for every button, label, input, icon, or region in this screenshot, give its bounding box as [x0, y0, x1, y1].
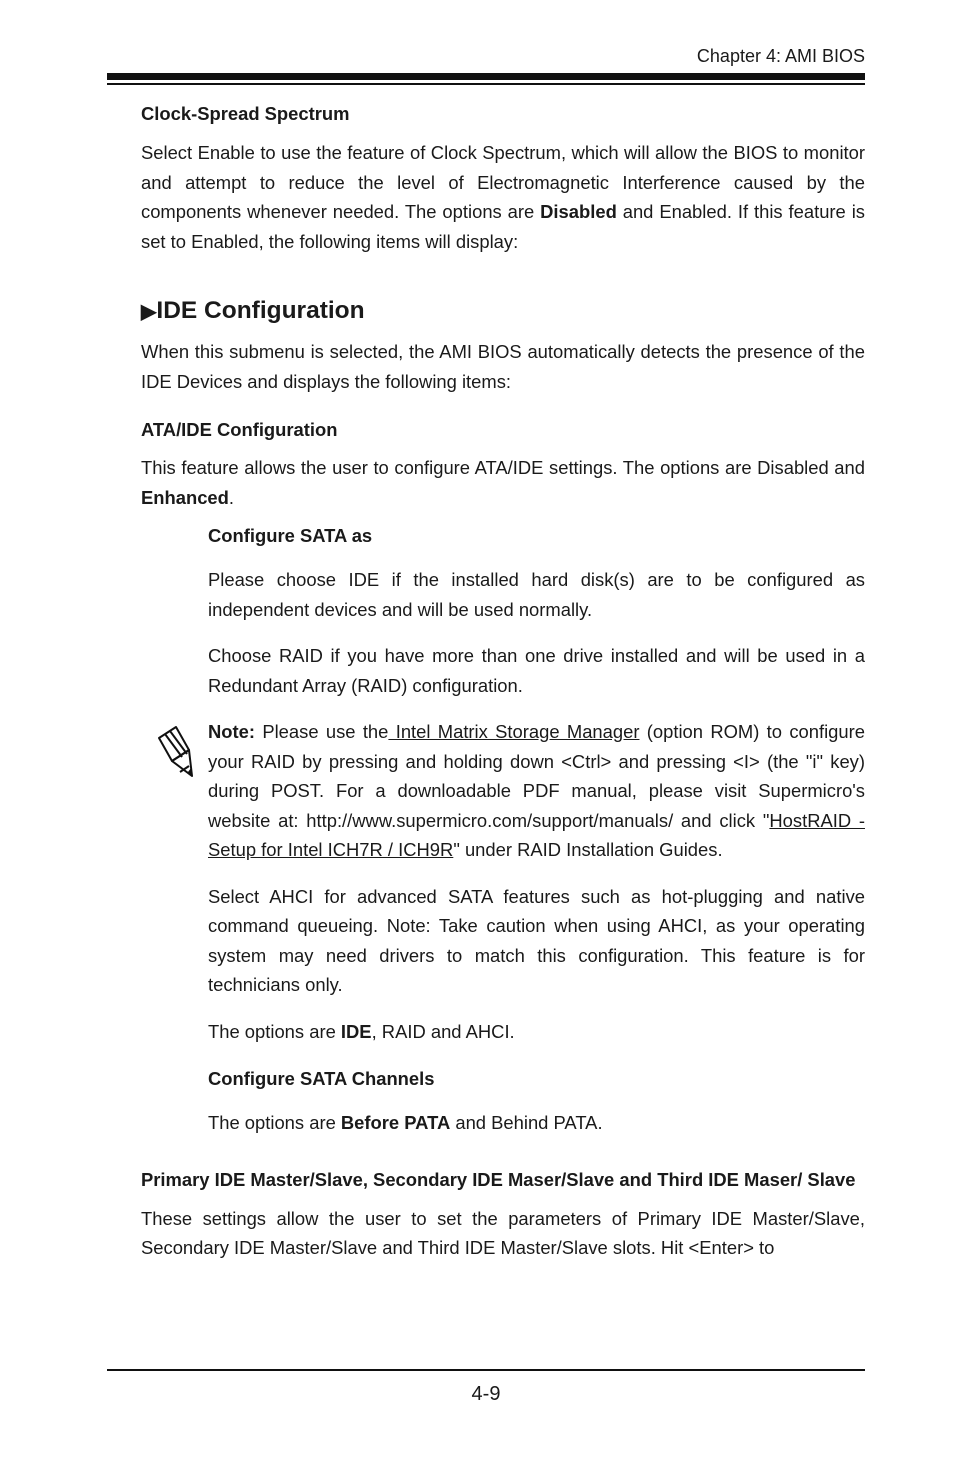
note-paragraph	[208, 717, 865, 865]
note-label: Note:	[208, 721, 255, 742]
indented-block	[208, 524, 865, 1138]
ata-ide-text-1: This feature allows the user to configure ATA/IDE settings. The options are Disabled and	[141, 457, 865, 478]
configure-sata-raid-text: Choose RAID if you have more than one drive installed and will be used in a Redundant Array (RAID) configuration.	[208, 645, 865, 696]
primary-ide-heading: Primary IDE Master/Slave, Secondary IDE Maser/Slave and Third IDE Maser/ Slave	[141, 1168, 856, 1190]
ide-config-title	[141, 296, 865, 327]
ata-ide-bold-option: Enhanced	[141, 486, 229, 508]
header-rule-thin	[107, 83, 865, 85]
sata-options-suffix: , RAID and AHCI.	[371, 1020, 515, 1042]
page-number: 4-9	[471, 1383, 501, 1405]
ide-config-title-text: IDE Configuration	[156, 297, 365, 324]
intel-matrix-storage-link[interactable]: Intel Matrix Storage Manager	[388, 721, 640, 742]
clock-spread-text-2: and Enabled. If this feature is set to Enabled, the following items will display:	[141, 201, 865, 252]
page-content	[141, 100, 865, 1263]
chapter-header: Chapter 4: AMI BIOS	[696, 46, 865, 66]
primary-ide-paragraph: These settings allow the user to set the parameters of Primary IDE Master/Slave, Secondary IDE Master/Slave and Third IDE Master/Slave slots. Hit <Enter> to	[141, 1207, 865, 1258]
sata-channels-paragraph	[208, 1108, 865, 1138]
configure-sata-heading: Configure SATA as	[208, 525, 373, 546]
sata-channels-heading: Configure SATA Channels	[208, 1068, 435, 1089]
ata-ide-paragraph	[141, 453, 865, 512]
clock-spread-text-1: Select Enable to use the feature of Clock Spectrum, which will allow the BIOS to monitor and attempt to reduce the level of Electromagnetic Interference caused by the components whenever needed. The options are	[141, 142, 865, 222]
ata-ide-heading: ATA/IDE Configuration	[141, 419, 338, 440]
sata-options-bold: IDE	[340, 1020, 372, 1042]
sata-options-prefix: The options are	[208, 1020, 341, 1042]
sata-options-paragraph	[208, 1017, 865, 1047]
note-text-3: " under RAID Installation Guides.	[453, 839, 723, 860]
ata-ide-text-2: .	[228, 486, 235, 508]
note-text-2: (option ROM) to configure your RAID by pressing and holding down <Ctrl> and pressing <I> (the "i" key) during POST. For a downloadable PDF manual, please visit Supermicro's website at: http://www.supermicro.com/support/manuals/ and click "	[208, 721, 865, 831]
configure-sata-ide-text: Please choose IDE if the installed hard disk(s) are to be configured as independent devices and will be used normally.	[208, 569, 865, 620]
footer-rule	[107, 1369, 865, 1371]
hostraid-setup-link[interactable]: HostRAID - Setup for Intel ICH7R / ICH9R	[208, 809, 865, 860]
sata-channels-suffix: and Behind PATA.	[450, 1112, 603, 1133]
sata-channels-bold: Before PATA	[340, 1112, 451, 1133]
clock-spread-paragraph	[141, 138, 865, 256]
triangle-arrow-icon: ▶	[141, 301, 157, 323]
clock-spread-bold-option: Disabled	[540, 201, 617, 222]
ahci-paragraph: Select AHCI for advanced SATA features such as hot-plugging and native command queueing. Note: Take caution when using AHCI, as your operating system may need drivers to match this configuration. This feature is for technicians only.	[208, 885, 865, 995]
pencil-note-icon	[156, 724, 196, 786]
clock-spread-heading: Clock-Spread Spectrum	[141, 103, 350, 124]
note-text-1: Please use the	[255, 721, 389, 742]
ide-config-intro: When this submenu is selected, the AMI BIOS automatically detects the presence of the IDE Devices and displays the following items:	[141, 341, 865, 392]
header-rule-thick	[107, 73, 865, 80]
sata-channels-prefix: The options are	[208, 1112, 341, 1133]
